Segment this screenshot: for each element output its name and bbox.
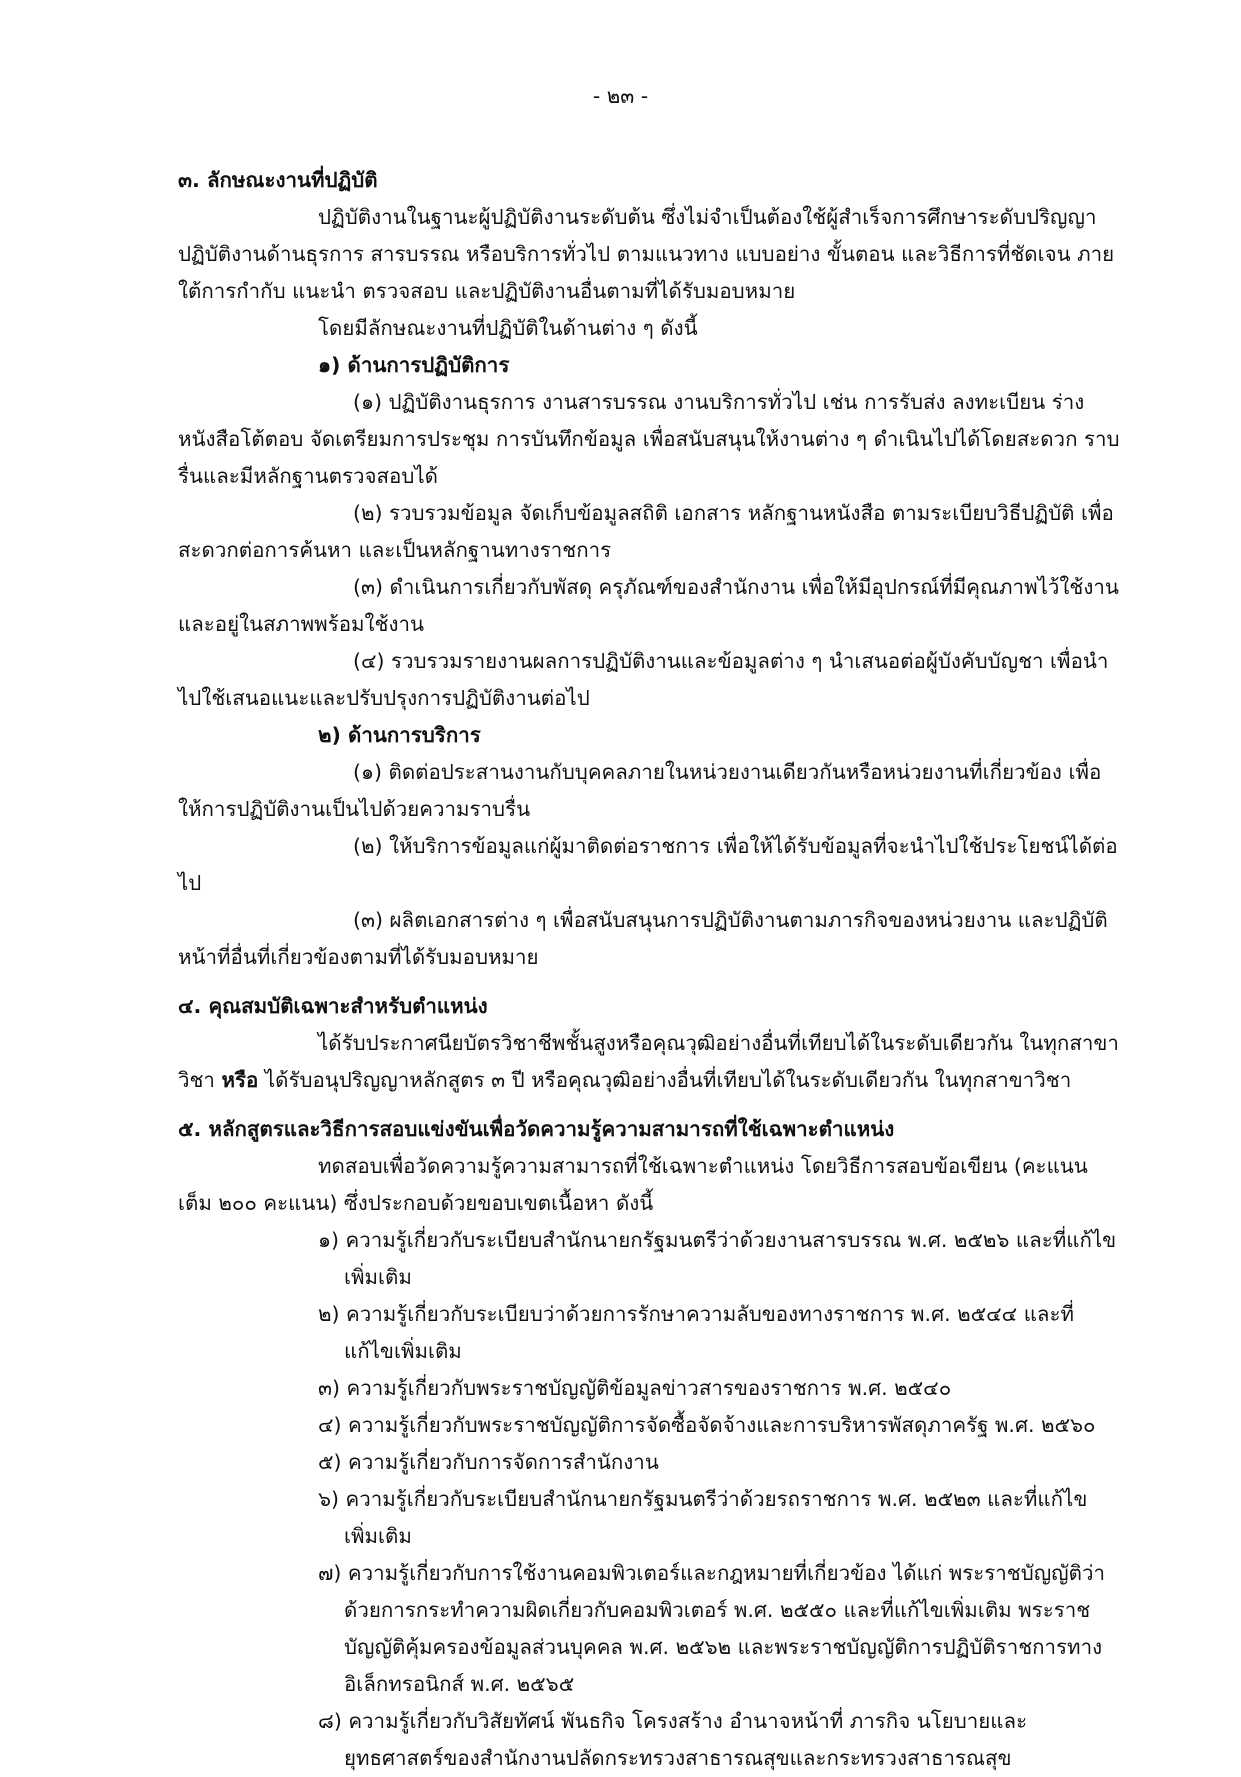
operations-item: (๔) รวบรวมรายงานผลการปฏิบัติงานและข้อมูลต่าง ๆ นำเสนอต่อผู้บังคับบัญชา เพื่อนำไปใช้เสนอแนะและปรับปรุงการปฏิบัติงานต่อไป <box>178 649 1109 710</box>
exam-topic-list <box>178 1222 1121 1777</box>
section-4-text <box>178 1025 1121 1099</box>
exam-topic-item: ๔) ความรู้เกี่ยวกับพระราชบัญญัติการจัดซื้อจัดจ้างและการบริหารพัสดุภาครัฐ พ.ศ. ๒๕๖๐ <box>318 1413 1096 1437</box>
qualification-text-a: ได้รับประกาศนียบัตรวิชาชีพชั้นสูงหรือคุณวุฒิอย่างอื่นที่เทียบได้ในระดับเดียวกัน ในทุกสาขาวิชา <box>178 1031 1119 1092</box>
section-5-heading: ๕. หลักสูตรและวิธีการสอบแข่งขันเพื่อวัดความรู้ความสามารถที่ใช้เฉพาะตำแหน่ง <box>178 1117 895 1141</box>
operations-item: (๒) รวบรวมข้อมูล จัดเก็บข้อมูลสถิติ เอกสาร หลักฐานหนังสือ ตามระเบียบวิธีปฏิบัติ เพื่อสะดวกต่อการค้นหา และเป็นหลักฐานทางราชการ <box>178 501 1114 562</box>
exam-topic-item: ๓) ความรู้เกี่ยวกับพระราชบัญญัติข้อมูลข่าวสารของราชการ พ.ศ. ๒๕๔๐ <box>318 1376 952 1400</box>
document-body <box>178 162 1121 1777</box>
qualification-text-b: ได้รับอนุปริญญาหลักสูตร ๓ ปี หรือคุณวุฒิอย่างอื่นที่เทียบได้ในระดับเดียวกัน ในทุกสาขาวิชา <box>258 1068 1072 1092</box>
section-4-heading: ๔. คุณสมบัติเฉพาะสำหรับตำแหน่ง <box>178 994 488 1018</box>
operations-item: (๑) ปฏิบัติงานธุรการ งานสารบรรณ งานบริการทั่วไป เช่น การรับส่ง ลงทะเบียน ร่างหนังสือโต้ตอบ จัดเตรียมการประชุม การบันทึกข้อมูล เพื่อสนับสนุนให้งานต่าง ๆ ดำเนินไปได้โดยสะดวก ราบรื่นและมีหลักฐานตรวจสอบได้ <box>178 390 1120 488</box>
section-3-intro: ปฏิบัติงานในฐานะผู้ปฏิบัติงานระดับต้น ซึ่งไม่จำเป็นต้องใช้ผู้สำเร็จการศึกษาระดับปริญญา ปฏิบัติงานด้านธุรการ สารบรรณ หรือบริการทั่วไป ตามแนวทาง แบบอย่าง ขั้นตอน และวิธีการที่ชัดเจน ภายใต้การกำกับ แนะนำ ตรวจสอบ และปฏิบัติงานอื่นตามที่ได้รับมอบหมาย <box>178 205 1115 303</box>
subsection-services-heading: ๒) ด้านการบริการ <box>318 723 481 747</box>
exam-topic-item: ๕) ความรู้เกี่ยวกับการจัดการสำนักงาน <box>318 1450 659 1474</box>
operations-item: (๓) ดำเนินการเกี่ยวกับพัสดุ ครุภัณฑ์ของสำนักงาน เพื่อให้มีอุปกรณ์ที่มีคุณภาพไว้ใช้งาน และอยู่ในสภาพพร้อมใช้งาน <box>178 575 1119 636</box>
exam-topic-item: ๗) ความรู้เกี่ยวกับการใช้งานคอมพิวเตอร์และกฎหมายที่เกี่ยวข้อง ได้แก่ พระราชบัญญัติว่าด้วยการกระทำความผิดเกี่ยวกับคอมพิวเตอร์ พ.ศ. ๒๕๕๐ และที่แก้ไขเพิ่มเติม พระราชบัญญัติคุ้มครองข้อมูลส่วนบุคคล พ.ศ. ๒๕๖๒ และพระราชบัญญัติการปฏิบัติราชการทางอิเล็กทรอนิกส์ พ.ศ. ๒๕๖๕ <box>318 1561 1105 1696</box>
exam-topic-item: ๒) ความรู้เกี่ยวกับระเบียบว่าด้วยการรักษาความลับของทางราชการ พ.ศ. ๒๕๔๔ และที่แก้ไขเพิ่มเติม <box>318 1302 1074 1363</box>
services-item: (๒) ให้บริการข้อมูลแก่ผู้มาติดต่อราชการ เพื่อให้ได้รับข้อมูลที่จะนำไปใช้ประโยชน์ได้ต่อไป <box>178 834 1118 895</box>
section-3-lead: โดยมีลักษณะงานที่ปฏิบัติในด้านต่าง ๆ ดังนี้ <box>318 316 698 340</box>
exam-topic-item: ๑) ความรู้เกี่ยวกับระเบียบสำนักนายกรัฐมนตรีว่าด้วยงานสารบรรณ พ.ศ. ๒๕๒๖ และที่แก้ไขเพิ่มเติม <box>318 1228 1117 1289</box>
exam-topic-item: ๘) ความรู้เกี่ยวกับวิสัยทัศน์ พันธกิจ โครงสร้าง อำนาจหน้าที่ ภารกิจ นโยบายและยุทธศาสตร์ของสำนักงานปลัดกระทรวงสาธารณสุขและกระทรวงสาธารณสุข <box>318 1709 1028 1770</box>
page-number: - ๒๓ - <box>592 84 649 108</box>
subsection-operations-heading: ๑) ด้านการปฏิบัติการ <box>318 353 510 377</box>
section-5-intro: ทดสอบเพื่อวัดความรู้ความสามารถที่ใช้เฉพาะตำแหน่ง โดยวิธีการสอบข้อเขียน (คะแนนเต็ม ๒๐๐ คะแนน) ซึ่งประกอบด้วยขอบเขตเนื้อหา ดังนี้ <box>178 1154 1088 1215</box>
services-item: (๑) ติดต่อประสานงานกับบุคคลภายในหน่วยงานเดียวกันหรือหน่วยงานที่เกี่ยวข้อง เพื่อให้การปฏิบัติงานเป็นไปด้วยความราบรื่น <box>178 760 1102 821</box>
or-label: หรือ <box>221 1068 259 1092</box>
section-3-heading: ๓. ลักษณะงานที่ปฏิบัติ <box>178 168 378 192</box>
exam-topic-item: ๖) ความรู้เกี่ยวกับระเบียบสำนักนายกรัฐมนตรีว่าด้วยรถราชการ พ.ศ. ๒๕๒๓ และที่แก้ไขเพิ่มเติม <box>318 1487 1088 1548</box>
services-item: (๓) ผลิตเอกสารต่าง ๆ เพื่อสนับสนุนการปฏิบัติงานตามภารกิจของหน่วยงาน และปฏิบัติหน้าที่อื่นที่เกี่ยวข้องตามที่ได้รับมอบหมาย <box>178 908 1108 969</box>
